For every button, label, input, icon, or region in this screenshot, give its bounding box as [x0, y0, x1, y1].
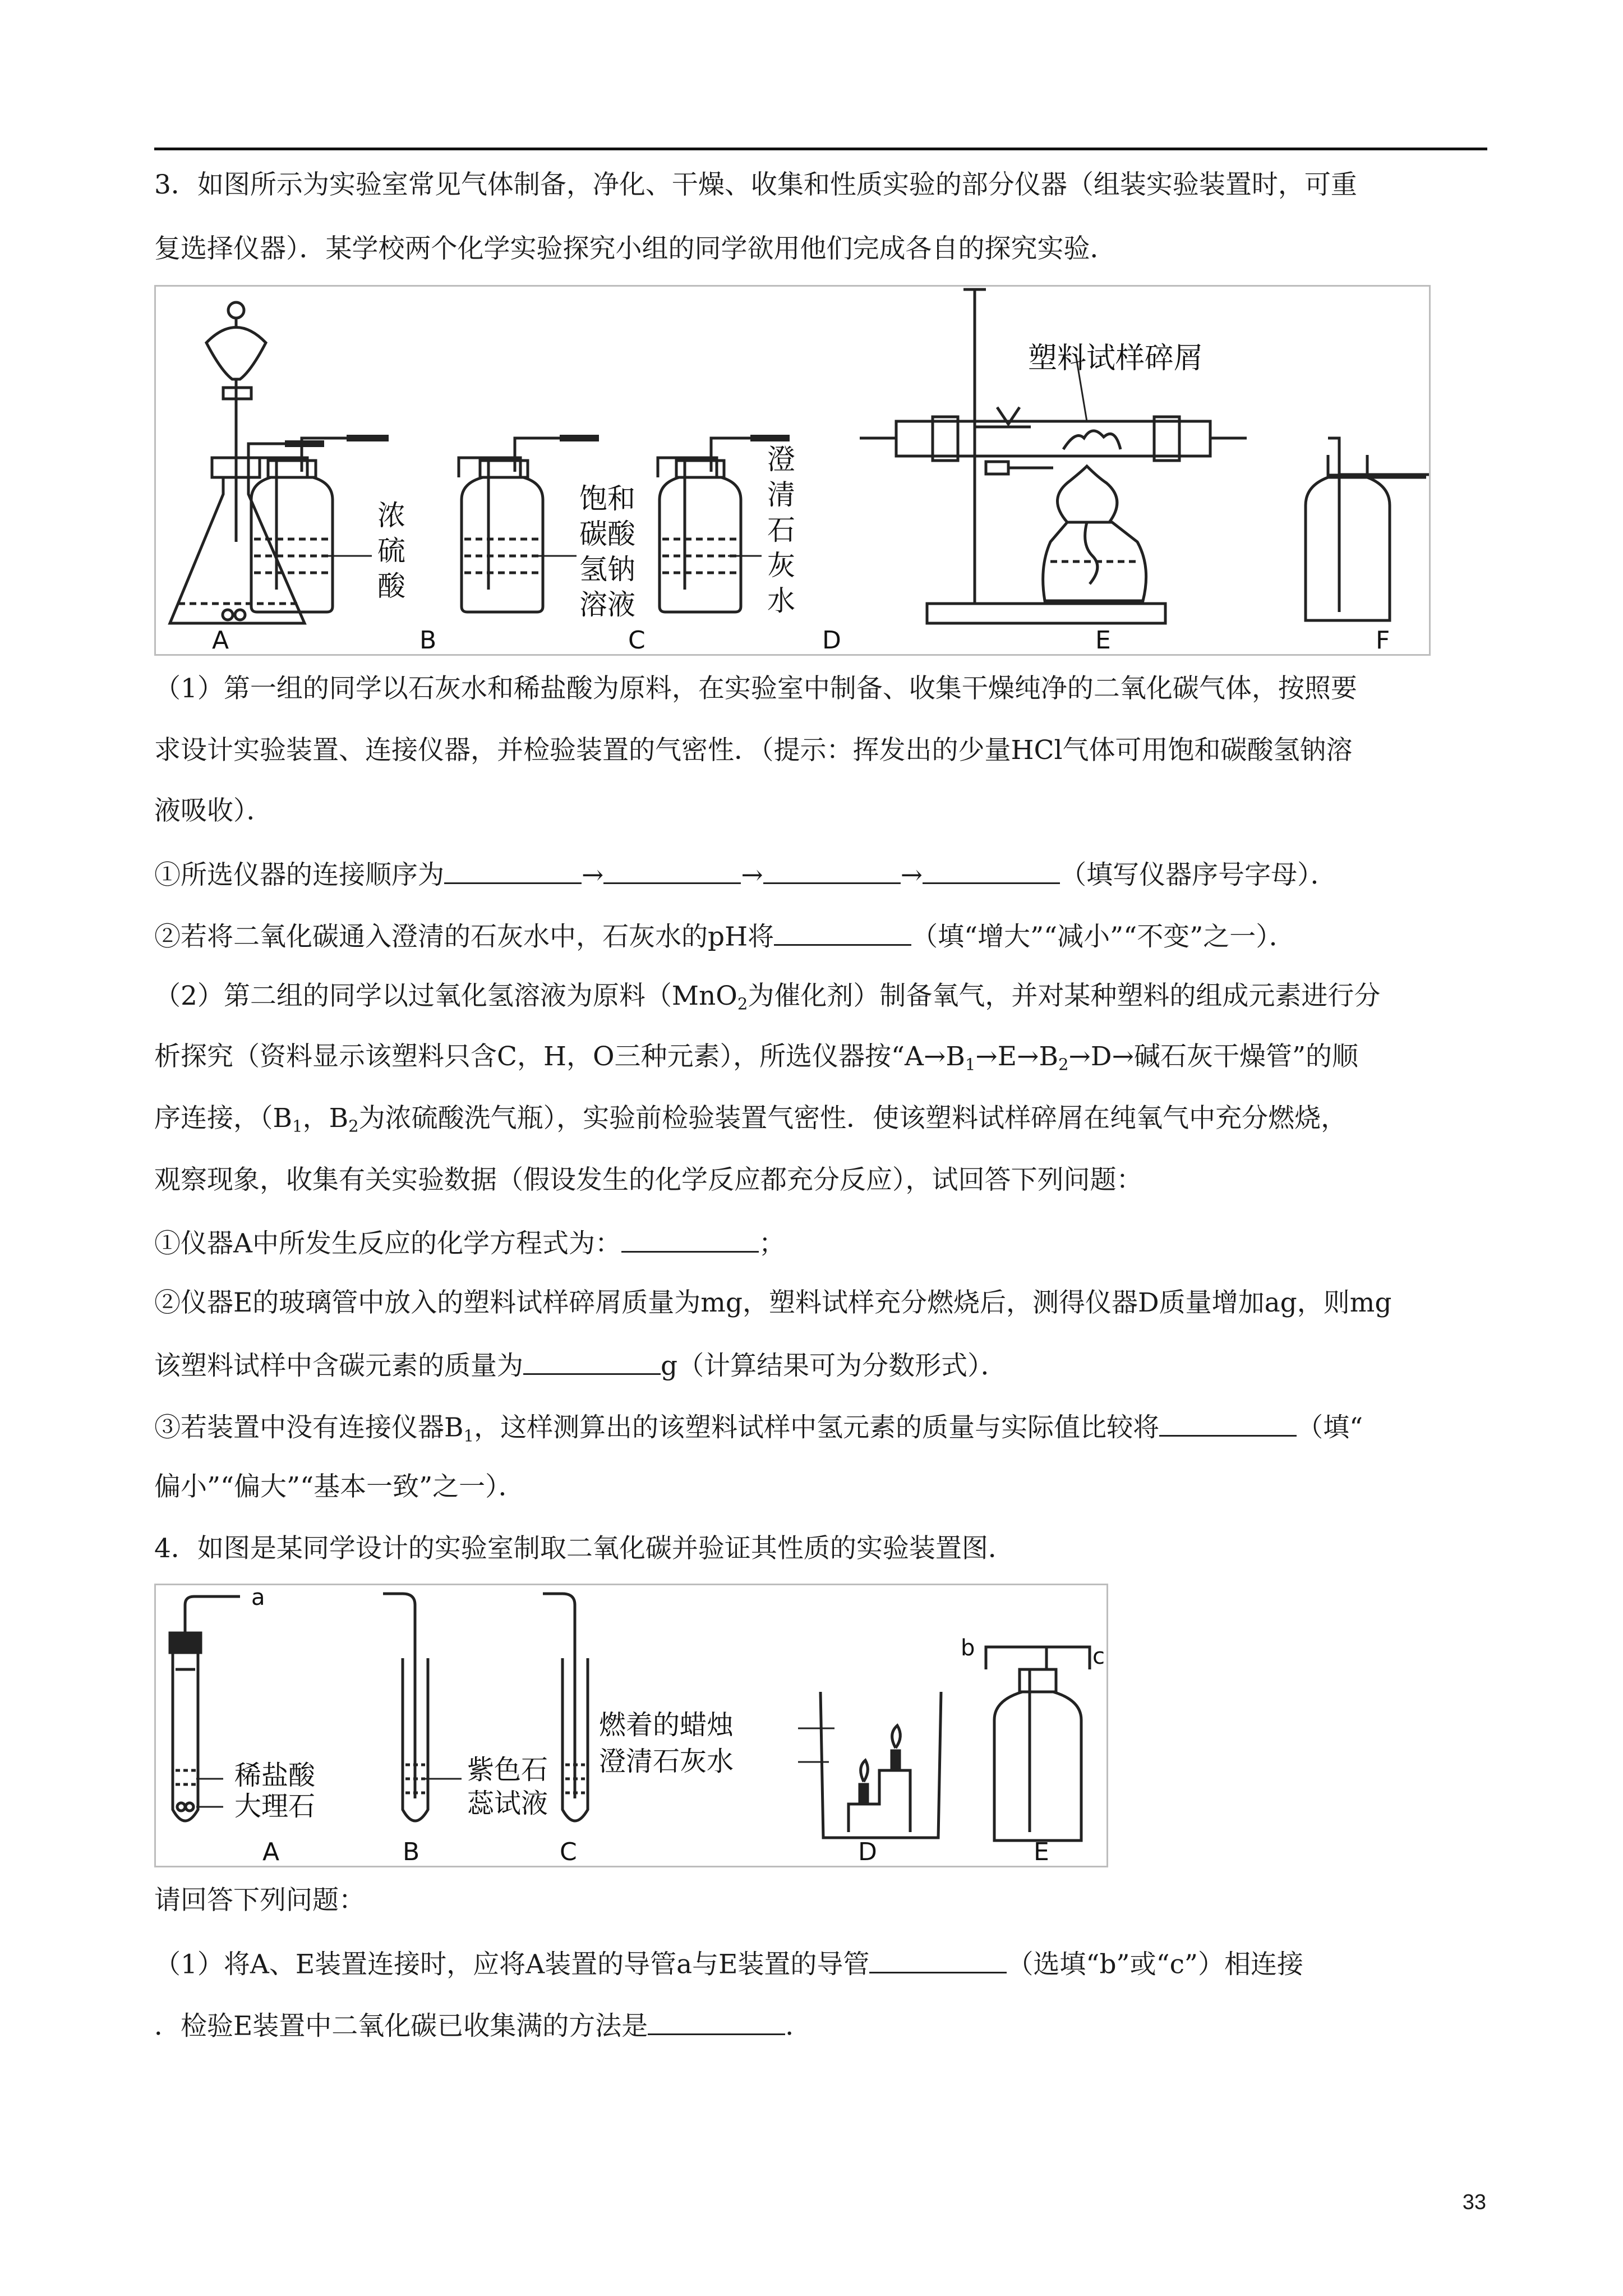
answer-blank[interactable] — [603, 857, 741, 884]
q3-part2-line2: 析探究（资料显示该塑料只含C，H，O三种元素），所选仪器按“$A\to B_1\to E\to B_2\to D\to$碱石灰干燥管”的顺 — [154, 1041, 1359, 1074]
b-label-2: 硫 — [377, 535, 405, 567]
c-label-3: 氢钠 — [579, 553, 635, 586]
q4-part1-line1: （1）将A、E装置连接时，应将A装置的导管a与E装置的导管 （选填“b”或“c”）相连接 — [154, 1947, 1303, 1981]
d-label-4: 灰 — [767, 549, 795, 582]
answer-blank[interactable] — [523, 1348, 661, 1375]
q3-part1-line3: 液吸收）． — [154, 795, 273, 826]
d-lime-label: 澄清石灰水 — [599, 1746, 734, 1777]
d-label-5: 水 — [767, 585, 795, 617]
q4-stem: 4．如图是某同学设计的实验室制取二氧化碳并验证其性质的实验装置图． — [154, 1533, 1015, 1564]
label-c: C — [628, 626, 645, 654]
q3-stem-line2: 复选择仪器）．某学校两个化学实验探究小组的同学欲用他们完成各自的探究实验． — [154, 233, 1117, 264]
b-label-2: 蕊试液 — [467, 1788, 548, 1819]
q4-part1-line2: ．检验E装置中二氧化碳已收集满的方法是 ． — [154, 2008, 811, 2042]
d-label-3: 石 — [767, 514, 795, 546]
apparatus-b — [248, 438, 389, 612]
q4-figure-svg — [156, 1585, 1106, 1866]
apparatus-b — [383, 1594, 462, 1821]
answer-blank[interactable] — [774, 919, 911, 946]
q3-stem-line1: 3．如图所示为实验室常见气体制备，净化、干燥、收集和性质实验的部分仪器（组装实验装置时，可重 — [154, 169, 1357, 200]
label-a: A — [212, 626, 229, 654]
apparatus-c — [543, 1594, 588, 1821]
apparatus-e — [986, 1647, 1090, 1841]
answer-blank[interactable] — [444, 857, 582, 884]
q4-prompt: 请回答下列问题： — [154, 1885, 365, 1916]
label-e: E — [1095, 626, 1111, 654]
page-number: 33 — [1462, 2191, 1486, 2214]
q3-apparatus-figure — [154, 285, 1431, 656]
apparatus-c — [459, 438, 599, 612]
apparatus-f — [1306, 438, 1429, 620]
label-b: B — [403, 1838, 420, 1866]
q3-part2-line4: 观察现象，收集有关实验数据（假设发生的化学反应都充分反应），试回答下列问题： — [154, 1165, 1143, 1195]
q3-part2-q2-line1: ②仪器E的玻璃管中放入的塑料试样碎屑质量为mg，塑料试样充分燃烧后，测得仪器D质量增加ag，则mg — [154, 1287, 1392, 1318]
a-acid-label: 稀盐酸 — [234, 1760, 316, 1791]
header-rule — [154, 148, 1487, 150]
b-label-3: 酸 — [377, 570, 405, 602]
q3-part2-q1: ①仪器A中所发生反应的化学方程式为： ； — [154, 1226, 785, 1260]
answer-blank[interactable] — [621, 1226, 759, 1253]
e-tube-b-label: b — [961, 1635, 975, 1661]
q3-part2-q2-line2: 该塑料试样中含碳元素的质量为 g（计算结果可为分数形式）． — [154, 1348, 1007, 1382]
apparatus-a — [170, 1596, 240, 1821]
answer-blank[interactable] — [1159, 1410, 1297, 1437]
answer-blank[interactable] — [869, 1947, 1007, 1973]
q4-apparatus-figure — [154, 1584, 1108, 1867]
answer-blank[interactable] — [648, 2008, 785, 2035]
q3-part1-line1: （1）第一组的同学以石灰水和稀盐酸为原料，在实验室中制备、收集干燥纯净的二氧化碳气体，按照要 — [154, 673, 1357, 704]
c-label-2: 碳酸 — [579, 518, 635, 550]
label-d: D — [822, 626, 841, 654]
q3-part1-q1: ①所选仪器的连接顺序为 → → → （填写仪器序号字母）． — [154, 857, 1337, 891]
answer-blank[interactable] — [763, 857, 901, 884]
label-f: F — [1376, 626, 1390, 654]
a-tube-label: a — [251, 1585, 265, 1611]
label-b: B — [419, 626, 437, 654]
e-label: 塑料试样碎屑 — [1028, 342, 1204, 375]
label-a: A — [262, 1838, 280, 1866]
q3-part1-line2: 求设计实验装置、连接仪器，并检验装置的气密性．（提示：挥发出的少量HCl气体可用饱和碳酸氢钠溶 — [154, 735, 1353, 766]
c-label-1: 饱和 — [579, 482, 635, 515]
d-label-1: 澄 — [767, 443, 795, 476]
q3-figure-svg — [156, 287, 1429, 654]
q3-part2-q3-line1: ③若装置中没有连接仪器$B_1$，这样测算出的该塑料试样中氢元素的质量与实际值比较将 （填“ — [154, 1410, 1363, 1446]
d-candle-label: 燃着的蜡烛 — [599, 1709, 734, 1741]
b-label-1: 紫色石 — [467, 1754, 548, 1786]
apparatus-e — [860, 289, 1247, 623]
d-label-2: 清 — [767, 478, 795, 511]
q3-part2-line1: （2）第二组的同学以过氧化氢溶液为原料（MnO$_2$为催化剂）制备氧气，并对某种塑料的组成元素进行分 — [154, 981, 1381, 1014]
label-d: D — [858, 1838, 877, 1866]
q3-part2-q3-line2: 偏小”“偏大”“基本一致”之一）． — [154, 1471, 525, 1502]
apparatus-d — [798, 1692, 941, 1838]
label-c: C — [560, 1838, 577, 1866]
b-label-1: 浓 — [377, 499, 405, 532]
e-tube-c-label: c — [1092, 1644, 1105, 1669]
answer-blank[interactable] — [923, 857, 1060, 884]
c-label-4: 溶液 — [579, 588, 635, 621]
q3-part1-q2: ②若将二氧化碳通入澄清的石灰水中，石灰水的pH将 （填“增大”“减小”“不变”之一）． — [154, 919, 1295, 953]
a-stone-label: 大理石 — [234, 1791, 316, 1822]
q3-part2-line3: 序连接，（$B_1$，$B_2$为浓硫酸洗气瓶），实验前检验装置气密性．使该塑料试样碎屑在纯氧气中充分燃烧， — [154, 1103, 1348, 1136]
label-e: E — [1034, 1838, 1049, 1866]
